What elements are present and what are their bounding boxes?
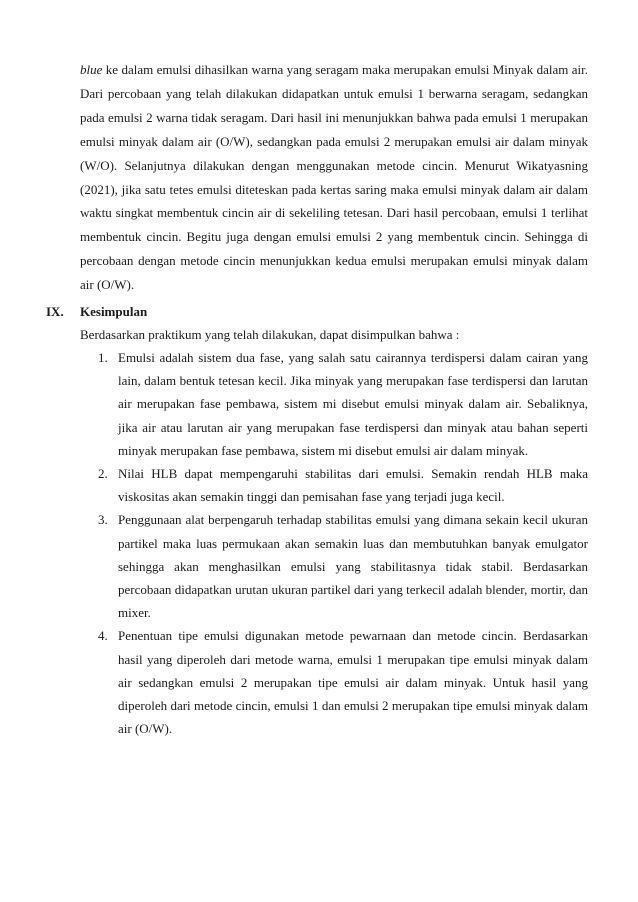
list-number: 3. bbox=[98, 512, 108, 528]
list-item bbox=[80, 624, 588, 740]
body-paragraph bbox=[80, 58, 588, 297]
section-number: IX. bbox=[46, 304, 64, 319]
section-intro: Berdasarkan praktikum yang telah dilakukan, dapat disimpulkan bahwa : bbox=[80, 327, 460, 342]
list-item-text: Nilai HLB dapat mempengaruhi stabilitas dari emulsi. Semakin rendah HLB maka viskositas akan semakin tinggi dan pemisahan fase yang terjadi juga kecil. bbox=[118, 466, 588, 505]
list-item bbox=[80, 462, 588, 508]
conclusion-list bbox=[80, 346, 588, 740]
paragraph-text: ke dalam emulsi dihasilkan warna yang seragam maka merupakan emulsi Minyak dalam air. Dari percobaan yang telah dilakukan didapatkan untuk emulsi 1 berwarna seragam, sedangkan pada emulsi 2 warna tidak seragam. Dari hasil ini menunjukkan bahwa pada emulsi 1 merupakan emulsi minyak dalam air (O/W), sedangkan pada emulsi 2 merupakan emulsi air dalam minyak (W/O). Selanjutnya dilakukan dengan menggunakan metode cincin. Menurut Wikatyasning (2021), jika satu tetes emulsi diteteskan pada kertas saring maka emulsi minyak dalam air dalam waktu singkat membentuk cincin air di sekeliling tetesan. Dari hasil percobaan, emulsi 1 terlihat membentuk cincin. Begitu juga dengan emulsi emulsi 2 yang membentuk cincin. Sehingga di percobaan dengan metode cincin menunjukkan kedua emulsi merupakan emulsi minyak dalam air (O/W). bbox=[80, 62, 588, 293]
list-item bbox=[80, 346, 588, 462]
list-item bbox=[80, 508, 588, 624]
section-title: Kesimpulan bbox=[80, 304, 148, 319]
list-number: 1. bbox=[98, 350, 108, 365]
list-item-text: Penentuan tipe emulsi digunakan metode pewarnaan dan metode cincin. Berdasarkan hasil yang diperoleh dari metode warna, emulsi 1 merupakan tipe emulsi minyak dalam air sedangkan emulsi 2 merupakan tipe emulsi air dalam minyak. Untuk hasil yang diperoleh dari metode cincin, emulsi 1 dan emulsi 2 merupakan tipe emulsi minyak dalam air (O/W). bbox=[118, 628, 588, 737]
italic-word: blue bbox=[80, 62, 103, 77]
list-item-text: Emulsi adalah sistem dua fase, yang salah satu cairannya terdispersi dalam cairan yang lain, dalam bentuk tetesan kecil. Jika minyak yang merupakan fase terdispersi dan larutan air merupakan fase pembawa, sistem mi disebut emulsi minyak dalam air. Sebaliknya, jika air atau larutan air yang merupakan fase terdispersi dan minyak atau bahan seperti minyak merupakan fase pembawa, sistem mi disebut emulsi air dalam minyak. bbox=[118, 350, 588, 458]
list-number: 4. bbox=[98, 628, 108, 644]
list-item-text: Penggunaan alat berpengaruh terhadap stabilitas emulsi yang dimana sekain kecil ukuran partikel maka luas permukaan akan semakin luas dan membutuhkan banyak emulgator sehingga akan menghasilkan emulsi yang stabilitasnya tidak stabil. Berdasarkan percobaan didapatkan urutan ukuran partikel dari yang terkecil adalah blender, mortir, dan mixer. bbox=[118, 512, 588, 621]
list-number: 2. bbox=[98, 466, 108, 482]
